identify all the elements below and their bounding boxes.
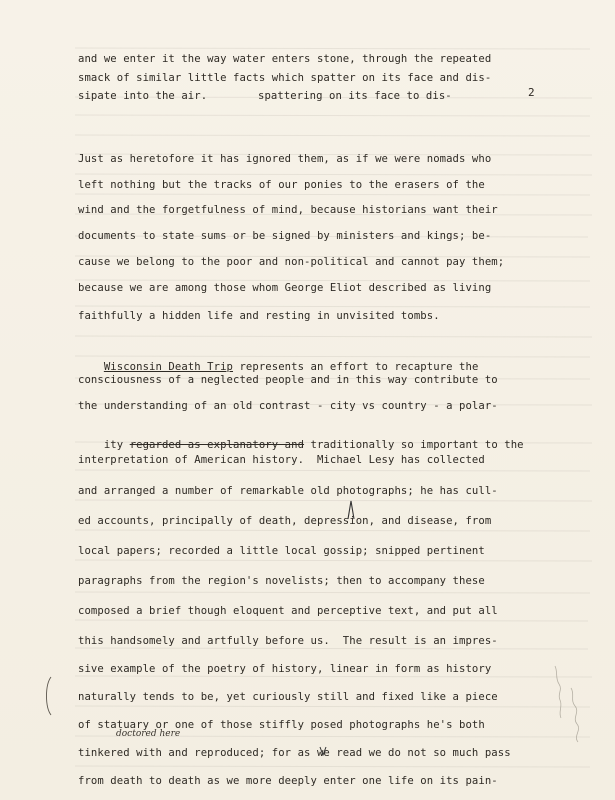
body-line-16: interpretation of American history. Michael Lesy has collected (78, 454, 485, 466)
insertion-caret-icon (347, 499, 355, 521)
body-line-2: smack of similar little facts which spatter on its face and dis- (78, 72, 492, 84)
body-line-1: and we enter it the way water enters stone, through the repeated (78, 53, 492, 65)
body-line-15: ity regarded as explanatory and traditionally so important to the (103, 438, 524, 451)
body-line-10: because we are among those whom George Eliot described as living (78, 282, 492, 294)
body-line-5: Just as heretofore it has ignored them, as if we were nomads who (78, 153, 492, 165)
body-line-11: faithfully a hidden life and resting in unvisited tombs. (78, 310, 440, 322)
margin-pencil-scribble-icon (548, 654, 588, 774)
body-line-23: sive example of the poetry of history, linear in form as history (78, 663, 492, 675)
page-number: 2 (528, 86, 535, 99)
body-line-13: consciousness of a neglected people and in this way contribute to (78, 374, 498, 386)
body-line-4: spattering on its face to dis- (258, 90, 452, 102)
body-line-19: local papers; recorded a little local gossip; snipped pertinent (78, 545, 485, 557)
body-line-7: wind and the forgetfulness of mind, because historians want their (78, 204, 498, 216)
book-title: Wisconsin Death Trip (103, 360, 234, 373)
body-line-18: ed accounts, principally of death, depression, and disease, from (78, 515, 492, 527)
struck-text: regarded as explanatory and (129, 438, 305, 451)
body-line-12: Wisconsin Death Trip represents an effort to recapture the (103, 360, 479, 373)
insertion-mark-icon (319, 746, 327, 756)
body-line-27: from death to death as we more deeply enter one life on its pain- (78, 775, 498, 787)
body-line-3: sipate into the air. (78, 90, 208, 102)
body-line-26: tinkered with and reproduced; for as we read we do not so much pass (78, 747, 511, 759)
body-line-25: of statuary or one of those stiffly posed photographs he's both (78, 719, 485, 731)
body-line-21: composed a brief though eloquent and perceptive text, and put all (78, 605, 498, 617)
left-margin-bracket-icon (43, 675, 53, 717)
body-line-14: the understanding of an old contrast - city vs country - a polar- (78, 400, 498, 412)
body-line-20: paragraphs from the region's novelists; then to accompany these (78, 575, 485, 587)
body-line-8: documents to state sums or be signed by ministers and kings; be- (78, 230, 492, 242)
body-line-22: this handsomely and artfully before us. The result is an impres- (78, 635, 498, 647)
body-line-6: left nothing but the tracks of our ponies to the erasers of the (78, 179, 485, 191)
body-line-17: and arranged a number of remarkable old photographs; he has cull- (78, 485, 498, 497)
body-line-9: cause we belong to the poor and non-political and cannot pay them; (78, 256, 505, 268)
body-line-24: naturally tends to be, yet curiously still and fixed like a piece (78, 691, 498, 703)
handwritten-insertion: doctored here (116, 729, 181, 739)
